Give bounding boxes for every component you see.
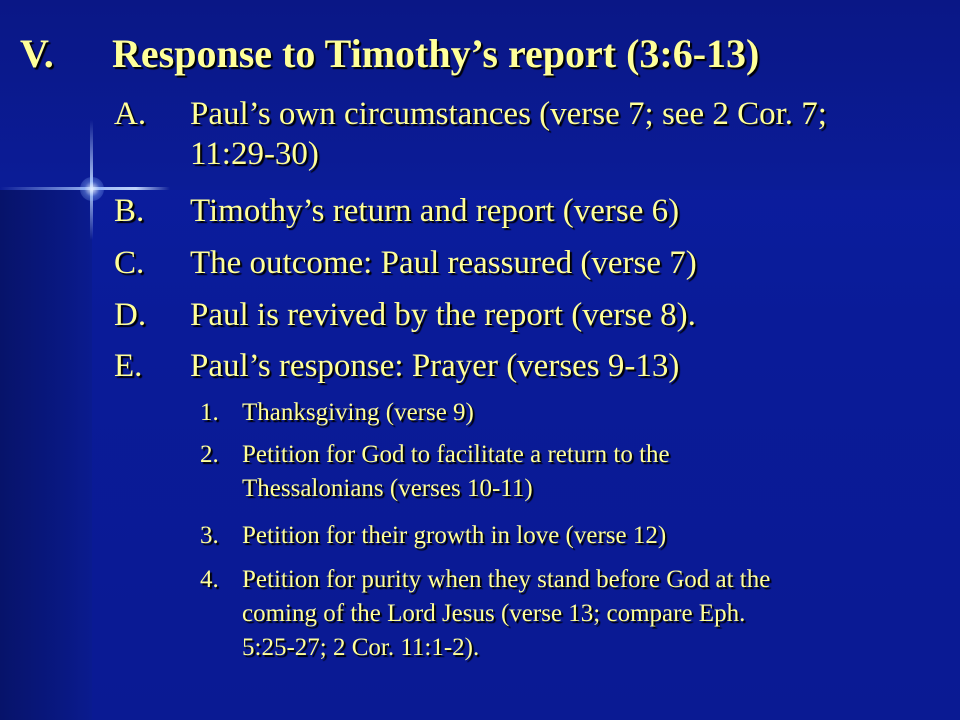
sub-list-marker: 1. [200,399,219,426]
list-text-line: 11:29-30) [190,136,319,172]
list-text-line: Paul’s response: Prayer (verses 9-13) [190,348,680,384]
list-item [114,191,914,231]
list-marker: C. [114,245,145,281]
list-item [114,346,914,386]
light-flare-glow [80,177,104,201]
list-text-line: Timothy’s return and report (verse 6) [190,193,680,229]
sub-list-item [200,564,940,666]
list-marker: A. [114,96,147,132]
title-text: Response to Timothy’s report (3:6-13) [112,31,760,76]
sub-list-text-line: Petition for purity when they stand before God at the [242,566,771,593]
sub-list-item [200,439,940,501]
sub-list-item [200,397,940,428]
sub-list-marker: 3. [200,522,219,549]
sub-list-text-line: Thanksgiving (verse 9) [242,399,474,426]
sub-list-text-line: Thessalonians (verses 10-11) [242,475,533,502]
sub-list-text-line: Petition for God to facilitate a return to the [242,441,670,468]
list-item [114,295,914,335]
list-marker: B. [114,193,145,229]
sub-list-text-line: Petition for their growth in love (verse 12) [242,522,667,549]
sub-list-text-line: 5:25-27; 2 Cor. 11:1-2). [242,634,480,661]
sub-list-text-line: coming of the Lord Jesus (verse 13; compare Eph. [242,600,746,627]
sub-list-marker: 4. [200,566,219,593]
list-text-line: The outcome: Paul reassured (verse 7) [190,245,697,281]
slide-title [20,30,920,78]
list-item [114,243,914,283]
list-marker: D. [114,297,147,333]
list-text-line: Paul’s own circumstances (verse 7; see 2 Cor. 7; [190,96,827,132]
sub-list-marker: 2. [200,441,219,468]
sub-list-item [200,520,940,551]
title-marker: V. [20,31,54,76]
list-marker: E. [114,348,143,384]
list-text-line: Paul is revived by the report (verse 8). [190,297,696,333]
list-item [114,94,914,174]
